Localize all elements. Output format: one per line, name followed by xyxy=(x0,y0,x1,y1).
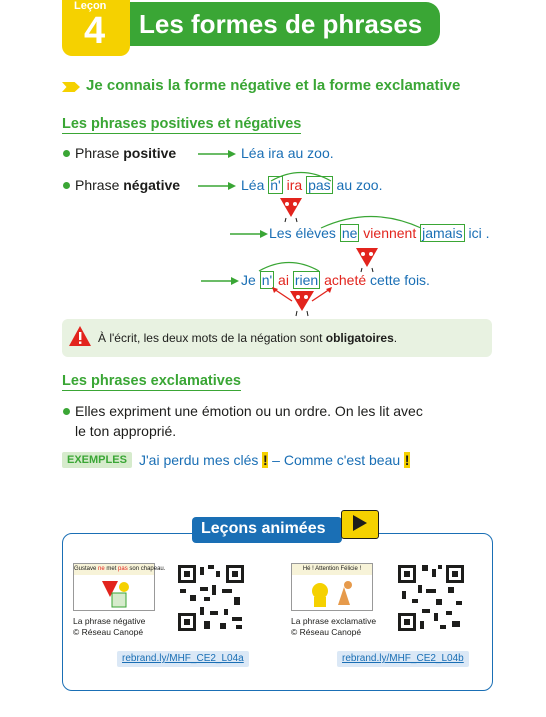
exclamative-desc-line1: Elles expriment une émotion ou un ordre. On les lit avec xyxy=(75,403,423,419)
thumbnail-caption: Hé ! Attention Félicie ! xyxy=(292,564,372,575)
bullet-icon xyxy=(63,408,70,415)
mascot-icon xyxy=(352,245,382,273)
subtitle: Je connais la forme négative et la forme exclamative xyxy=(86,77,461,94)
bullet-icon xyxy=(63,182,70,189)
exclamative-examples: J'ai perdu mes clés ! – Comme c'est beau ! xyxy=(139,452,410,468)
positive-example: Léa ira au zoo. xyxy=(241,145,334,161)
play-icon xyxy=(353,515,367,531)
warning-icon xyxy=(68,325,92,347)
bullet-icon xyxy=(63,150,70,157)
animated-lessons-title: Leçons animées xyxy=(201,520,326,537)
page-title: Les formes de phrases xyxy=(139,9,423,39)
note-text: À l'écrit, les deux mots de la négation sont obligatoires. xyxy=(98,331,398,345)
negation-arc xyxy=(256,258,322,272)
qr-code-negative xyxy=(176,563,246,633)
link-negative[interactable]: rebrand.ly/MHF_CE2_L04a xyxy=(117,651,249,667)
arrow-icon xyxy=(62,82,80,92)
video-caption-exclamative: La phrase exclamative © Réseau Canopé xyxy=(291,616,377,637)
lecon-label: Leçon xyxy=(74,0,107,12)
negative-label: Phrase négative xyxy=(75,177,181,193)
cartoon-illustration xyxy=(304,577,360,609)
link-exclamative[interactable]: rebrand.ly/MHF_CE2_L04b xyxy=(337,651,469,667)
thumbnail-caption: Gustave ne met pas son chapeau. xyxy=(74,564,154,575)
section-heading-exclamative: Les phrases exclamatives xyxy=(62,373,241,389)
negative-example-3: Je n' ai rien acheté cette fois. xyxy=(241,272,430,288)
video-caption-negative: La phrase négative © Réseau Canopé xyxy=(73,616,146,637)
arrow-right-icon xyxy=(201,276,239,286)
arrow-right-icon xyxy=(198,149,236,159)
qr-code-exclamative xyxy=(396,563,466,633)
negative-example-1: Léa n' ira pas au zoo. xyxy=(241,177,383,193)
mascot-pointing-icon xyxy=(268,287,336,317)
mascot-icon xyxy=(276,195,306,223)
positive-label: Phrase positive xyxy=(75,145,177,161)
exclamative-desc-line2: le ton approprié. xyxy=(75,423,177,439)
negative-example-2: Les élèves ne viennent jamais ici . xyxy=(269,225,490,241)
exemples-tag: EXEMPLES xyxy=(62,452,132,468)
arrow-right-icon xyxy=(198,181,236,191)
arrow-right-icon xyxy=(230,229,268,239)
section-heading-negation: Les phrases positives et négatives xyxy=(62,116,302,132)
video-thumbnail-negative[interactable] xyxy=(73,563,166,611)
cartoon-illustration xyxy=(94,577,134,609)
lecon-number: 4 xyxy=(84,10,106,52)
video-thumbnail-exclamative[interactable] xyxy=(291,563,373,611)
